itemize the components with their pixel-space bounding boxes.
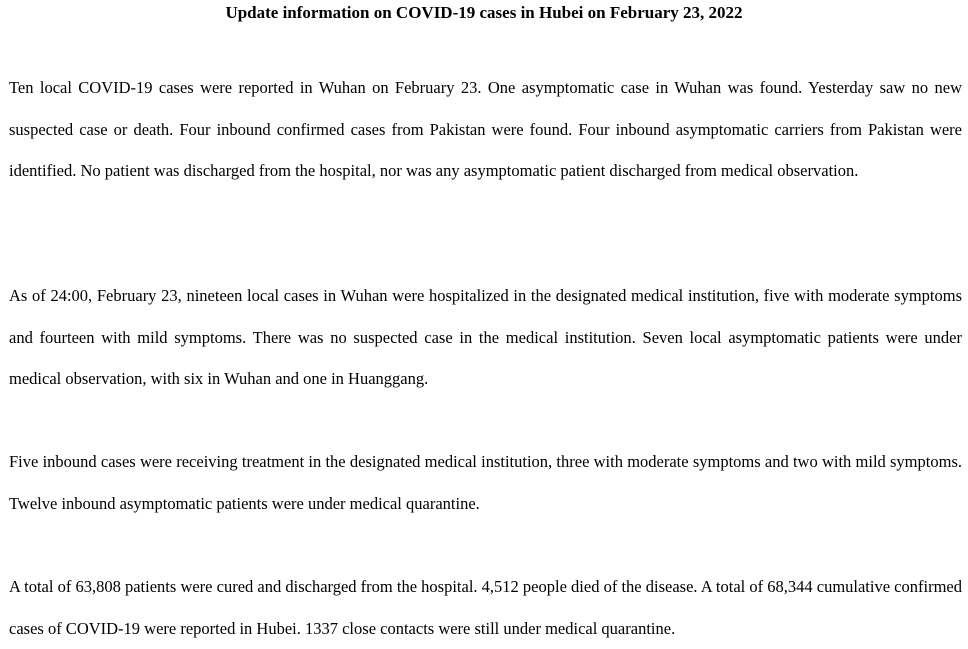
paragraph-cumulative-totals: A total of 63,808 patients were cured and discharged from the hospital. 4,512 people died of the disease. A total of 68,344 cumulative confirmed cases of COVID-19 were reported in Hubei. 1337 close contacts were still under medical quarantine. (9, 577, 962, 638)
document-title: Update information on COVID-19 cases in Hubei on February 23, 2022 (225, 3, 743, 22)
paragraph-local-cases: Ten local COVID-19 cases were reported in Wuhan on February 23. One asymptomatic case in Wuhan was found. Yesterday saw no new suspected case or death. Four inbound confirmed cases from Pakistan were found. Four inbound asymptomatic carriers from Pakistan were identified. No patient was discharged from the hospital, nor was any asymptomatic patient discharged from medical observation. (9, 78, 962, 180)
paragraph-inbound-cases: Five inbound cases were receiving treatment in the designated medical institution, three with moderate symptoms and two with mild symptoms. Twelve inbound asymptomatic patients were under medical quarantine. (9, 452, 962, 513)
paragraph-hospitalized: As of 24:00, February 23, nineteen local cases in Wuhan were hospitalized in the designated medical institution, five with moderate symptoms and fourteen with mild symptoms. There was no suspected case in the medical institution. Seven local asymptomatic patients were under medical observation, with six in Wuhan and one in Huanggang. (9, 286, 962, 388)
